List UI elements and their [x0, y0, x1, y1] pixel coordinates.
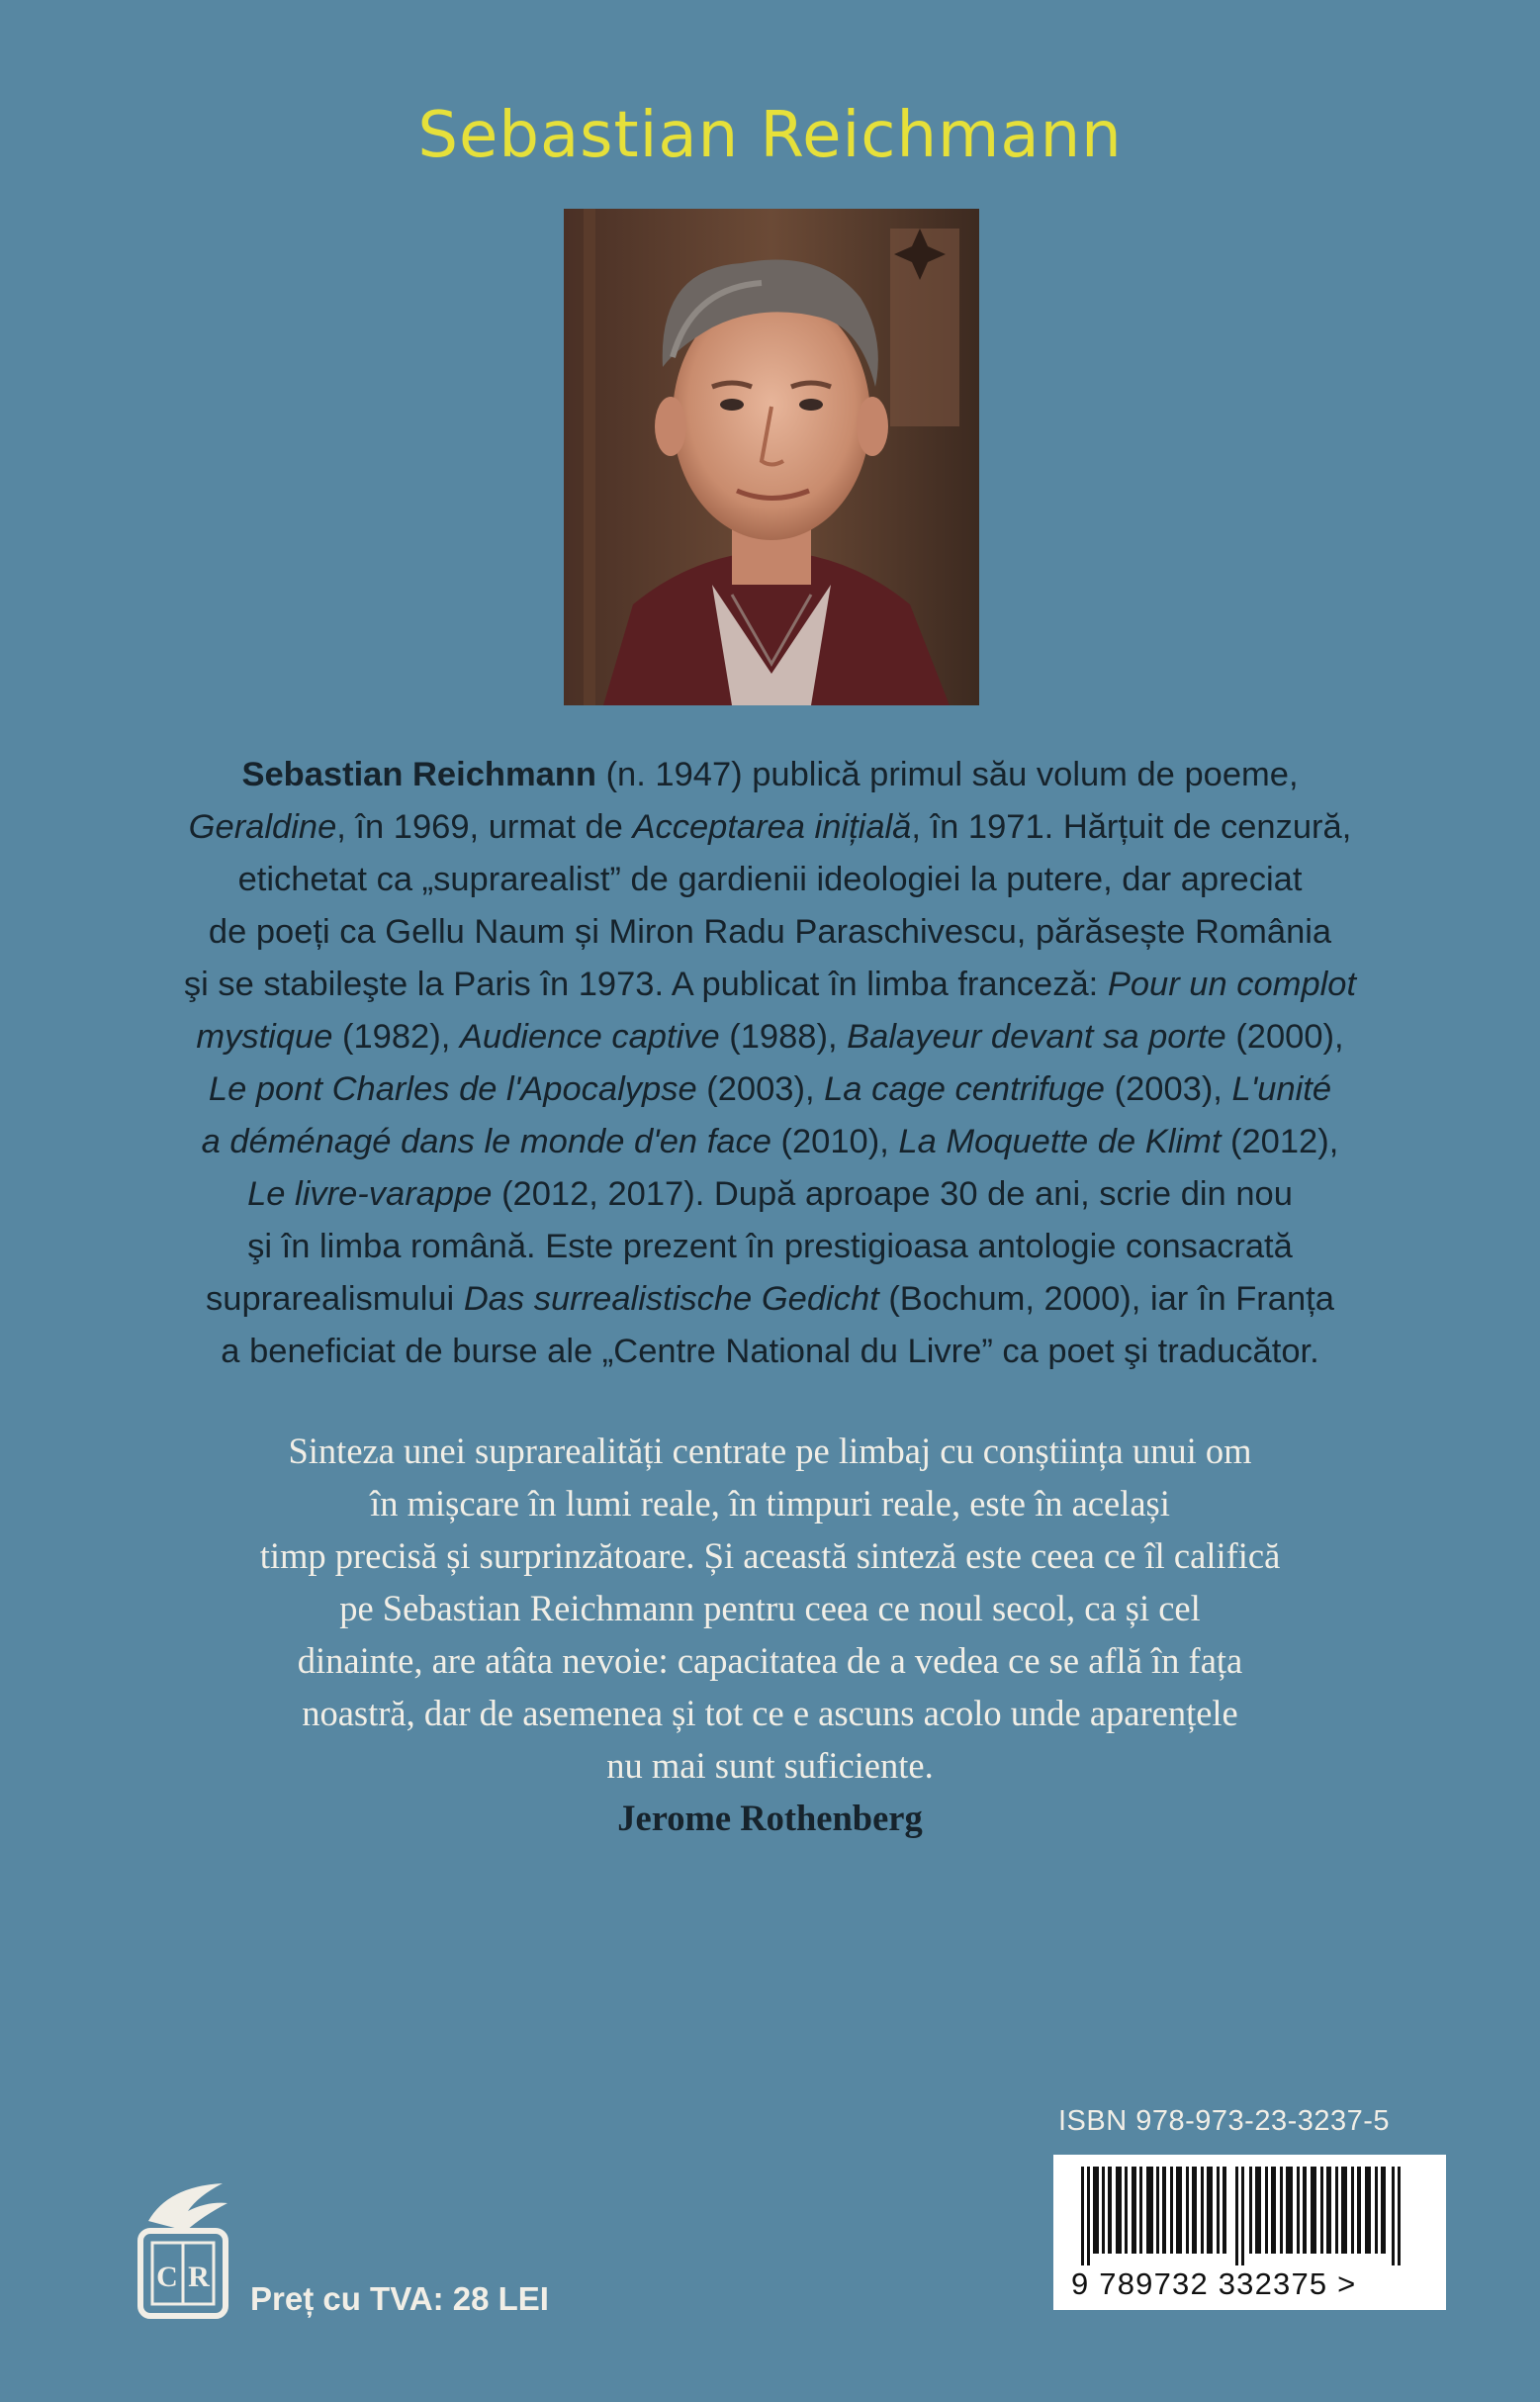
bio-line: a beneficiat de burse ale „Centre National du Livre” ca poet şi traducător.: [221, 1333, 1319, 1370]
author-title: Sebastian Reichmann: [417, 99, 1123, 172]
barcode: [1053, 2155, 1446, 2310]
bio-line: Sebastian Reichmann (n. 1947) publică primul său volum de poeme,: [241, 756, 1299, 793]
publisher-logo: [129, 2181, 237, 2320]
bio-line: de poeți ca Gellu Naum și Miron Radu Paraschivescu, părăsește România: [208, 913, 1332, 951]
price-label: Preț cu TVA: 28 LEI: [250, 2280, 549, 2317]
bio-line: şi în limba română. Este prezent în prestigioasa antologie consacrată: [247, 1228, 1293, 1265]
barcode-bars: [1077, 2167, 1423, 2265]
author-portrait: [564, 209, 979, 705]
bio-line: Le pont Charles de l'Apocalypse (2003), La cage centrifuge (2003), L'unité: [208, 1070, 1332, 1108]
quote-signature: Jerome Rothenberg: [617, 1798, 923, 1838]
isbn-label: ISBN 978-973-23-3237-5: [1058, 2105, 1391, 2137]
bio-line: şi se stabileşte la Paris în 1973. A publicat în limba franceză: Pour un complot: [183, 966, 1357, 1003]
quote-line: Sinteza unei suprarealități centrate pe limbaj cu conștiința unui om: [288, 1431, 1252, 1471]
bio-line: etichetat ca „suprarealist” de gardienii ideologiei la putere, dar apreciat: [237, 861, 1303, 898]
bio-line: Geraldine, în 1969, urmat de Acceptarea inițială, în 1971. Hărțuit de cenzură,: [188, 808, 1352, 846]
quote-line: timp precisă și surprinzătoare. Și această sinteză este ceea ce îl califică: [259, 1535, 1281, 1576]
blurb-quote: [99, 1425, 1441, 1844]
bio-line: suprarealismului Das surrealistische Gedicht (Bochum, 2000), iar în Franța: [206, 1280, 1334, 1318]
quote-line: noastră, dar de asemenea și tot ce e ascuns acolo unde aparențele: [302, 1693, 1238, 1733]
bio-line: a déménagé dans le monde d'en face (2010), La Moquette de Klimt (2012),: [201, 1123, 1339, 1160]
quote-line: în mișcare în lumi reale, în timpuri reale, este în același: [370, 1483, 1170, 1524]
barcode-digits: 9 789732 332375 >: [1071, 2266, 1357, 2301]
svg-text:C: C: [156, 2261, 178, 2293]
quote-line: pe Sebastian Reichmann pentru ceea ce noul secol, ca și cel: [339, 1588, 1201, 1628]
quote-line: dinainte, are atâta nevoie: capacitatea de a vedea ce se află în fața: [297, 1640, 1243, 1681]
quote-line: nu mai sunt suficiente.: [606, 1745, 934, 1786]
author-biography: [129, 749, 1411, 1378]
bio-line: Le livre-varappe (2012, 2017). După aproape 30 de ani, scrie din nou: [247, 1175, 1293, 1213]
svg-text:R: R: [188, 2261, 210, 2293]
bio-line: mystique (1982), Audience captive (1988), Balayeur devant sa porte (2000),: [196, 1018, 1344, 1056]
